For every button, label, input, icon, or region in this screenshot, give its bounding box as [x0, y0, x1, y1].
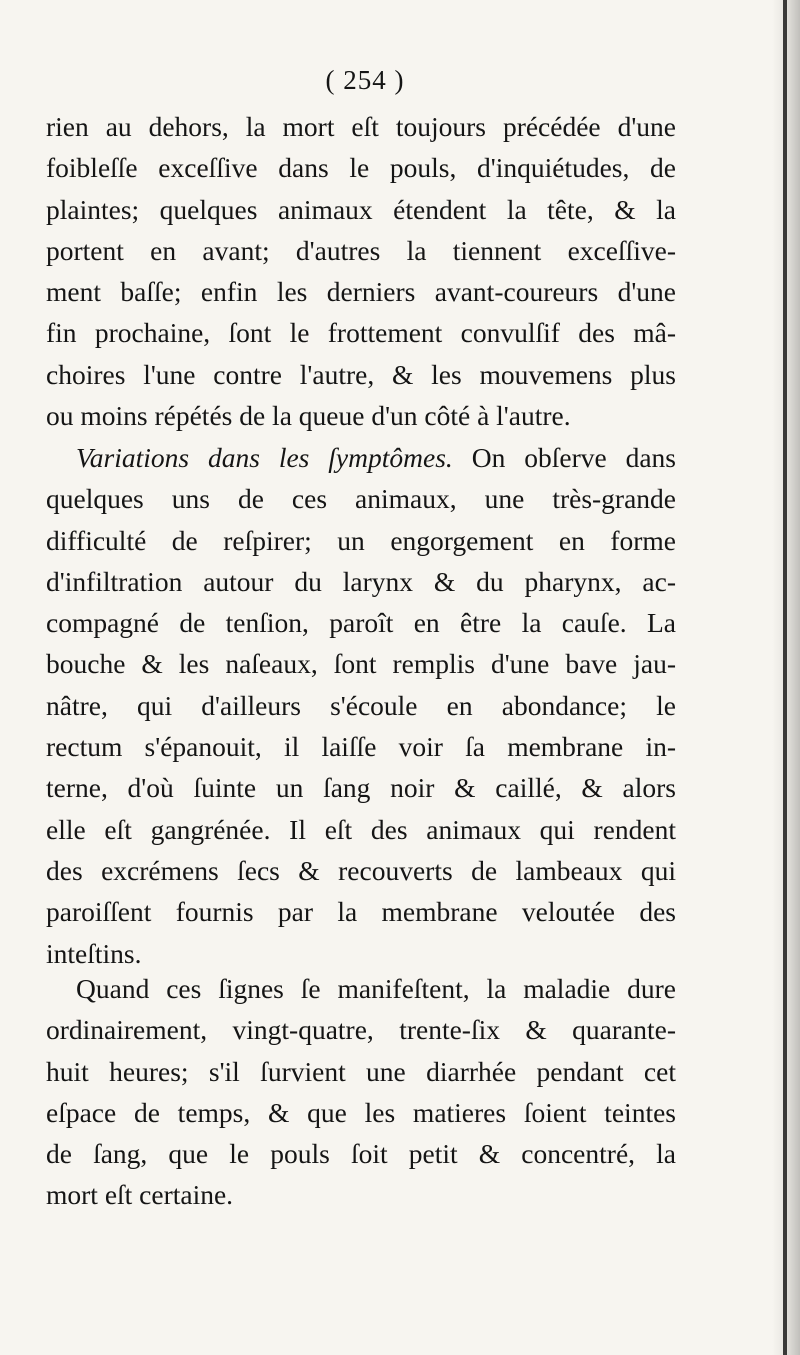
paragraph-1: [46, 106, 676, 436]
text-line: ment baſſe; enfin les derniers avant-coureurs d'une: [46, 276, 676, 308]
text-line: Quand ces ſignes ſe manifeſtent, la maladie dure: [76, 973, 676, 1004]
text-line: portent en avant; d'autres la tiennent exceſſive-: [46, 234, 676, 266]
text-line: bouche & les naſeaux, ſont remplis d'une bave jau-: [46, 648, 676, 680]
paragraph-heading-line: [46, 437, 676, 478]
text-line: d'infiltration autour du larynx & du pharynx, ac-: [46, 565, 676, 597]
text-line: paroiſſent fournis par la membrane veloutée des: [46, 896, 676, 928]
text-line: plaintes; quelques animaux étendent la tête, & la: [46, 193, 676, 225]
text-line: ou moins répétés de la queue d'un côté à l'autre.: [46, 400, 571, 432]
text-line: des excrémens ſecs & recouverts de lambeaux qui: [46, 854, 676, 886]
text-line: rien au dehors, la mort eſt toujours précédée d'une: [46, 111, 676, 142]
text-line: rectum s'épanouit, il laiſſe voir ſa membrane in-: [46, 731, 676, 763]
text-line: choires l'une contre l'autre, & les mouvemens plus: [46, 358, 676, 390]
text-line: eſpace de temps, & que les matieres ſoient teintes: [46, 1096, 676, 1128]
text-line: foibleſſe exceſſive dans le pouls, d'inquiétudes, de: [46, 152, 676, 184]
text-line: nâtre, qui d'ailleurs s'écoule en abondance; le: [46, 689, 676, 721]
page-number: ( 254 ): [325, 65, 405, 95]
text-line: inteſtins.: [46, 937, 142, 969]
section-heading: Variations dans les ſymptômes.: [76, 442, 453, 473]
text-line: ordinairement, vingt-quatre, trente-ſix & quarante-: [46, 1014, 676, 1046]
binding-edge-line: [783, 0, 787, 1355]
paragraph-3: [46, 968, 676, 1216]
text-line: compagné de tenſion, paroît en être la cauſe. La: [46, 607, 676, 639]
text-line: difficulté de reſpirer; un engorgement en forme: [46, 524, 676, 556]
text-line: terne, d'où ſuinte un ſang noir & caillé, & alors: [46, 772, 676, 804]
text-line: mort eſt certaine.: [46, 1179, 234, 1211]
text-line-start: On obſerve dans: [471, 442, 676, 473]
text-line: fin prochaine, ſont le frottement convulſif des mâ-: [46, 317, 676, 349]
paragraph-2: [46, 437, 676, 974]
text-line: de ſang, que le pouls ſoit petit & concentré, la: [46, 1138, 676, 1170]
text-line: quelques uns de ces animaux, une très-grande: [46, 483, 676, 515]
text-line: huit heures; s'il ſurvient une diarrhée pendant cet: [46, 1055, 676, 1087]
text-line: elle eſt gangrénée. Il eſt des animaux qui rendent: [46, 813, 676, 845]
